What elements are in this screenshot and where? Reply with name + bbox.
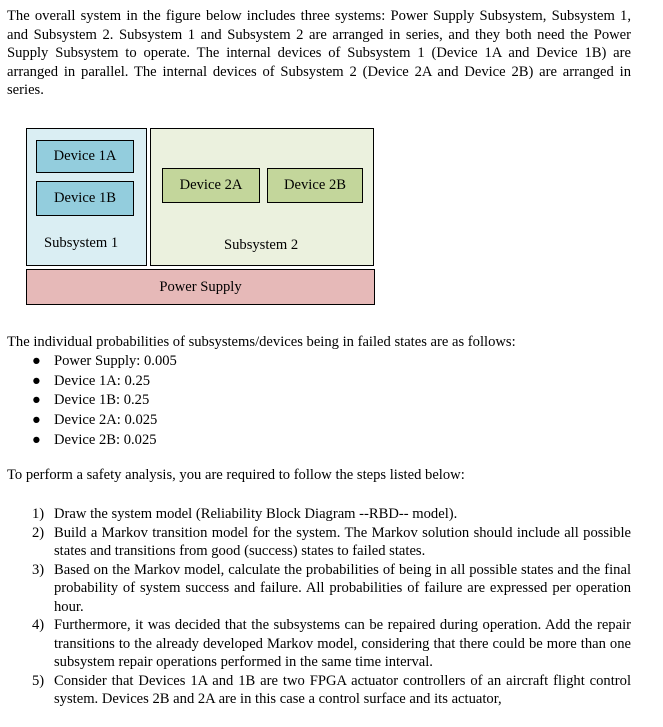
step-item: 3) Based on the Markov model, calculate the probabilities of being in all possible states and the final probability of system success and failure. All probabilities of failure are expressed per operation hour. (32, 561, 631, 615)
subsystem-2-label: Subsystem 2 (224, 237, 299, 253)
bullet-icon: ● (32, 431, 41, 448)
list-item: ● Device 1A: 0.25 (32, 372, 177, 392)
step-item: 2) Build a Markov transition model for the system. The Markov solution should include all possible states and transitions from good (success) states to failed states. (32, 524, 631, 559)
step-number: 3) (32, 561, 45, 578)
step-number: 2) (32, 524, 45, 541)
step-number: 1) (32, 506, 45, 522)
steps-intro: To perform a safety analysis, you are required to follow the steps listed below: (7, 467, 465, 483)
bullet-icon: ● (32, 372, 41, 389)
list-item: ● Device 2B: 0.025 (32, 431, 177, 451)
device-1b-label: Device 1B (53, 190, 116, 207)
device-1b-block (36, 181, 134, 216)
intro-paragraph: The overall system in the figure below includes three systems: Power Supply Subsystem, Subsystem 1, and Subsystem 2. Subsystem 1 and Subsystem 2 are arranged in series, and they both need the Power Supply Subsystem to operate. The internal devices of Subsystem 1 (Device 1A and Device 1B) are arranged in parallel. The internal devices of Subsystem 2 (Device 2A and Device 2B) are arranged in series. (7, 8, 631, 98)
device-2b-label: Device 2B (283, 177, 346, 194)
device-2a-block (162, 168, 260, 203)
subsystem-1-label: Subsystem 1 (44, 235, 119, 251)
device-2a-label: Device 2A (179, 177, 243, 194)
step-item: 5) Consider that Devices 1A and 1B are two FPGA actuator controllers of an aircraft flight control system. Devices 2B and 2A are in this case a control surface and its actuator, (32, 672, 631, 707)
power-supply-block (26, 269, 375, 305)
step-item: 1) Draw the system model (Reliability Block Diagram --RBD-- model). (32, 506, 458, 522)
step-number: 4) (32, 617, 45, 633)
power-supply-label: Power Supply (159, 278, 242, 295)
bullet-icon: ● (32, 353, 41, 369)
step-item: 4) Furthermore, it was decided that the subsystems can be repaired during operation. Add the repair transitions to the already developed Markov model, considering that there could be more than one subsystem repair operations performed in the same time interval. (32, 617, 631, 670)
device-1a-label: Device 1A (53, 148, 117, 165)
device-2b-block (267, 168, 363, 203)
bullet-icon: ● (32, 412, 41, 429)
list-item: ● Power Supply: 0.005 (32, 352, 177, 372)
system-diagram (26, 128, 376, 308)
list-item: ● Device 2A: 0.025 (32, 411, 177, 431)
step-number: 5) (32, 672, 45, 689)
device-1a-block (36, 140, 134, 173)
bullet-icon: ● (32, 392, 41, 409)
probability-list (32, 352, 177, 450)
steps-list (32, 505, 631, 709)
list-item: ● Device 1B: 0.25 (32, 391, 177, 411)
probabilities-intro: The individual probabilities of subsystems/devices being in failed states are as follows: (7, 334, 516, 350)
